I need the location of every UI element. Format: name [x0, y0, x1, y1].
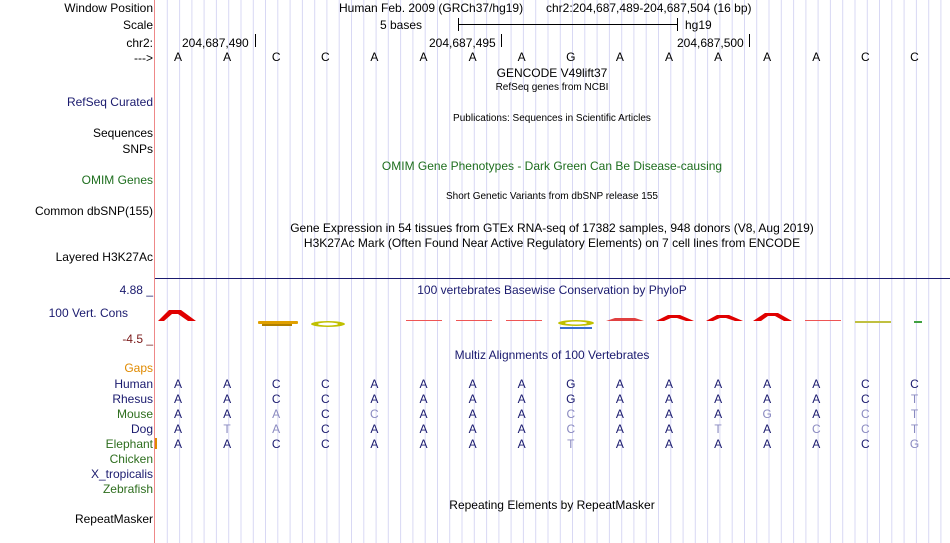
align-base-elephant-14: A — [812, 437, 821, 451]
label-gaps[interactable]: Gaps — [124, 361, 153, 375]
align-base-mouse-9: C — [566, 407, 576, 421]
align-base-human-1: A — [173, 377, 182, 391]
align-base-rhesus-13: A — [763, 392, 772, 406]
align-base-rhesus-3: C — [271, 392, 281, 406]
align-base-mouse-12: A — [714, 407, 723, 421]
label-common-dbsnp[interactable]: Common dbSNP(155) — [34, 204, 153, 218]
align-base-rhesus-11: A — [664, 392, 673, 406]
align-base-dog-7: A — [468, 422, 477, 436]
align-base-rhesus-6: A — [419, 392, 428, 406]
align-base-rhesus-2: A — [223, 392, 232, 406]
ruler-label-2: 204,687,495 — [429, 36, 496, 50]
species-label-mouse[interactable]: Mouse — [116, 407, 153, 421]
cons-scale-min: -4.5 _ — [122, 332, 153, 346]
publications-track-title[interactable]: Publications: Sequences in Scientific Articles — [453, 113, 651, 124]
align-base-mouse-14: A — [812, 407, 821, 421]
label-window-position: Window Position — [64, 1, 153, 15]
base-2: A — [223, 50, 232, 64]
align-base-elephant-10: A — [615, 437, 624, 451]
assembly-title: Human Feb. 2009 (GRCh37/hg19) — [339, 1, 524, 15]
base-16: C — [910, 50, 919, 64]
species-label-x_tropicalis[interactable]: X_tropicalis — [90, 467, 153, 481]
align-base-elephant-5: A — [370, 437, 379, 451]
cons-logo-g-7 — [558, 320, 594, 329]
align-base-dog-8: A — [517, 422, 526, 436]
species-label-chicken[interactable]: Chicken — [109, 452, 153, 466]
align-base-mouse-10: A — [615, 407, 624, 421]
align-base-human-8: A — [517, 377, 526, 391]
cons-logo-a-10 — [706, 315, 743, 321]
align-base-human-5: A — [370, 377, 379, 391]
align-base-human-13: A — [763, 377, 772, 391]
cons-logo-smear-2 — [258, 321, 298, 326]
cons-logo-a-11 — [753, 313, 792, 321]
track-divider — [155, 278, 950, 279]
base-8: A — [517, 50, 526, 64]
species-label-rhesus[interactable]: Rhesus — [112, 392, 153, 406]
dbsnp-track-title[interactable]: Short Genetic Variants from dbSNP release 155 — [446, 191, 658, 202]
base-15: C — [861, 50, 870, 64]
cons-logo-line-12 — [805, 320, 841, 321]
align-base-rhesus-9: G — [566, 392, 576, 406]
base-12: A — [714, 50, 723, 64]
cons-logo-line-5 — [456, 320, 492, 321]
cons-logo-line-6 — [506, 320, 542, 321]
base-10: A — [615, 50, 624, 64]
align-base-mouse-7: A — [468, 407, 477, 421]
cons-scale-max: 4.88 _ — [119, 283, 153, 297]
base-9: G — [566, 50, 576, 64]
base-14: A — [812, 50, 821, 64]
align-base-dog-11: A — [664, 422, 673, 436]
align-base-human-12: A — [714, 377, 723, 391]
align-base-dog-9: C — [566, 422, 576, 436]
label-refseq-curated[interactable]: RefSeq Curated — [66, 95, 153, 109]
label-repeatmasker[interactable]: RepeatMasker — [74, 512, 153, 526]
base-13: A — [763, 50, 772, 64]
scale-bar-right-end — [677, 18, 678, 31]
align-base-human-6: A — [419, 377, 428, 391]
ruler-label-1: 204,687,490 — [182, 36, 249, 50]
base-5: A — [370, 50, 379, 64]
align-base-mouse-16: T — [910, 407, 919, 421]
cons-logo-a-9 — [656, 315, 694, 321]
ruler-tick-1 — [255, 34, 256, 47]
align-base-rhesus-16: T — [910, 392, 919, 406]
align-base-rhesus-12: A — [714, 392, 723, 406]
align-base-dog-15: C — [861, 422, 870, 436]
align-base-human-10: A — [615, 377, 624, 391]
multiz-track-title[interactable]: Multiz Alignments of 100 Vertebrates — [454, 348, 650, 362]
align-base-dog-10: A — [615, 422, 624, 436]
align-base-elephant-13: A — [763, 437, 772, 451]
align-base-dog-2: T — [223, 422, 231, 436]
elephant-row-marker — [155, 438, 157, 449]
label-omim-genes[interactable]: OMIM Genes — [81, 173, 153, 187]
scale-bar — [458, 24, 678, 25]
align-base-mouse-3: A — [272, 407, 281, 421]
align-base-rhesus-15: C — [861, 392, 870, 406]
align-base-mouse-11: A — [664, 407, 673, 421]
h3k27ac-track-title[interactable]: H3K27Ac Mark (Often Found Near Active Regulatory Elements) on 7 cell lines from ENCODE — [303, 236, 801, 250]
label-sequences[interactable]: Sequences — [92, 126, 153, 140]
align-base-human-15: C — [861, 377, 870, 391]
align-base-elephant-15: C — [861, 437, 870, 451]
base-7: A — [468, 50, 477, 64]
align-base-elephant-6: A — [419, 437, 428, 451]
align-base-elephant-12: A — [714, 437, 723, 451]
align-base-mouse-6: A — [419, 407, 428, 421]
cons-logo-a-8 — [606, 318, 644, 321]
base-11: A — [664, 50, 673, 64]
scale-bar-left-end — [458, 18, 459, 31]
base-1: A — [173, 50, 182, 64]
scale-text: 5 bases — [380, 18, 423, 32]
label-chrom: chr2: — [126, 36, 153, 50]
align-base-rhesus-7: A — [468, 392, 477, 406]
align-base-elephant-1: A — [173, 437, 182, 451]
align-base-human-16: C — [910, 377, 919, 391]
align-base-human-7: A — [468, 377, 477, 391]
window-position-value: chr2:204,687,489-204,687,504 (16 bp) — [546, 1, 752, 15]
align-base-dog-16: T — [910, 422, 919, 436]
align-base-mouse-15: C — [861, 407, 870, 421]
cons-logo-c-3 — [311, 321, 345, 327]
align-base-rhesus-5: A — [370, 392, 379, 406]
scale-db: hg19 — [685, 18, 712, 32]
align-base-dog-14: C — [811, 422, 821, 436]
species-label-zebrafish[interactable]: Zebrafish — [102, 482, 153, 496]
ruler-label-3: 204,687,500 — [677, 36, 744, 50]
align-base-mouse-4: C — [320, 407, 330, 421]
omim-track-title[interactable]: OMIM Gene Phenotypes - Dark Green Can Be Disease-causing — [381, 159, 723, 173]
align-base-dog-12: T — [714, 422, 722, 436]
align-base-dog-4: C — [320, 422, 330, 436]
repeatmasker-track-title[interactable]: Repeating Elements by RepeatMasker — [449, 498, 655, 512]
align-base-human-4: C — [320, 377, 330, 391]
align-base-elephant-8: A — [517, 437, 526, 451]
align-base-mouse-13: G — [762, 407, 772, 421]
phylop-track-title[interactable]: 100 vertebrates Basewise Conservation by PhyloP — [417, 283, 687, 297]
align-base-dog-6: A — [419, 422, 428, 436]
align-base-rhesus-1: A — [173, 392, 182, 406]
align-base-human-11: A — [664, 377, 673, 391]
align-base-human-14: A — [812, 377, 821, 391]
cons-logo-line-4 — [406, 320, 442, 321]
base-3: C — [271, 50, 281, 64]
align-base-mouse-1: A — [173, 407, 182, 421]
align-base-elephant-16: G — [909, 437, 920, 451]
align-base-rhesus-4: C — [320, 392, 330, 406]
gencode-track-title[interactable]: GENCODE V49lift37 — [496, 66, 608, 80]
align-base-mouse-8: A — [517, 407, 526, 421]
align-base-elephant-4: C — [320, 437, 330, 451]
label-snps[interactable]: SNPs — [122, 142, 153, 156]
conservation-logo — [0, 306, 950, 346]
label-100-vert-cons[interactable]: 100 Vert. Cons — [48, 306, 128, 320]
species-label-dog[interactable]: Dog — [130, 422, 153, 436]
align-base-elephant-2: A — [223, 437, 232, 451]
align-base-human-2: A — [223, 377, 232, 391]
species-label-human[interactable]: Human — [114, 377, 153, 391]
cons-logo-line-14 — [914, 321, 922, 323]
cons-logo-a-1 — [158, 310, 196, 321]
align-base-elephant-9: T — [567, 437, 575, 451]
align-base-elephant-11: A — [664, 437, 673, 451]
cons-logo-line-13 — [855, 321, 891, 323]
align-base-dog-5: A — [370, 422, 379, 436]
align-base-rhesus-14: A — [812, 392, 821, 406]
align-base-rhesus-8: A — [517, 392, 526, 406]
label-strand: ---> — [134, 51, 153, 65]
align-base-elephant-3: C — [271, 437, 281, 451]
refseq-track-title[interactable]: RefSeq genes from NCBI — [495, 82, 609, 93]
align-base-human-9: G — [566, 377, 576, 391]
label-scale: Scale — [122, 18, 153, 32]
align-base-human-3: C — [271, 377, 281, 391]
gtex-track-title[interactable]: Gene Expression in 54 tissues from GTEx RNA-seq of 17382 samples, 948 donors (V8, Aug 2019) — [290, 221, 814, 235]
align-base-rhesus-10: A — [615, 392, 624, 406]
align-base-dog-3: A — [272, 422, 281, 436]
ruler-tick-3 — [749, 34, 750, 47]
align-base-mouse-2: A — [223, 407, 232, 421]
label-layered-h3k27ac[interactable]: Layered H3K27Ac — [55, 250, 153, 264]
align-base-mouse-5: C — [370, 407, 379, 421]
base-sequence-row — [0, 50, 950, 65]
multiz-alignment-rows — [0, 377, 950, 497]
base-6: A — [419, 50, 428, 64]
ruler-tick-2 — [501, 34, 502, 47]
base-4: C — [320, 50, 330, 64]
align-base-dog-1: A — [173, 422, 182, 436]
species-label-elephant[interactable]: Elephant — [105, 437, 153, 451]
align-base-dog-13: A — [763, 422, 772, 436]
align-base-elephant-7: A — [468, 437, 477, 451]
